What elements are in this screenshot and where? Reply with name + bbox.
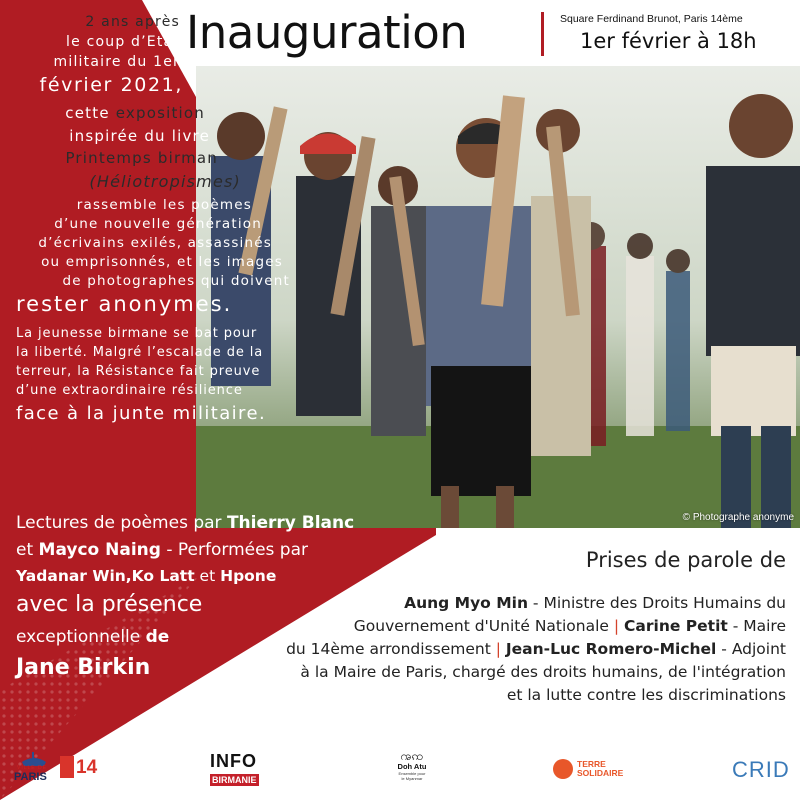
intro-line-7 (0, 149, 218, 167)
paris14-text: 14 (76, 757, 98, 778)
intro-line-6: inspirée du livre (69, 127, 210, 145)
intro-line-4: février 2021, (39, 74, 183, 96)
reader-thierry: Thierry Blanc (226, 513, 355, 533)
readings-exceptional: exceptionnelle (16, 627, 146, 647)
doh-atu-logo (392, 750, 432, 790)
speaker-aung-role-2: Gouvernement d'Unité Nationale (353, 617, 614, 635)
readings-de: de (145, 627, 170, 647)
separator: | (613, 617, 620, 635)
intro-highlight-exposition: exposition (115, 104, 205, 122)
intro-line-3: militaire du 1er (53, 54, 180, 70)
terre-text: TERRE (577, 759, 606, 769)
info-birmanie-logo (210, 752, 270, 788)
intro-line-5 (0, 104, 205, 122)
performers: Yadanar Win,Ko Latt (16, 567, 195, 585)
speakers-heading: Prises de parole de (585, 548, 786, 572)
terre-solidaire-circle-icon (553, 759, 573, 779)
readings-line-3 (16, 567, 276, 585)
speaker-aung-role: - Ministre des Droits Humains du (528, 594, 786, 612)
readings-line-5 (16, 627, 169, 647)
intro-line-19: face à la junte militaire. (16, 403, 267, 424)
speaker-jean-luc-role: - Adjoint (716, 640, 786, 658)
readings-text: Lectures de poèmes par (16, 513, 227, 533)
intro-line-15: La jeunesse birmane se bat pour (16, 326, 258, 341)
page-title: Inauguration (186, 6, 468, 59)
birmanie-text: BIRMANIE (212, 775, 257, 785)
crid-logo: CRID (732, 757, 790, 782)
intro-line-13: de photographes qui doivent (62, 273, 290, 289)
intro-line-14: rester anonymes. (16, 292, 233, 316)
event-date: 1er février à 18h (580, 29, 757, 53)
paris-logo (14, 750, 54, 786)
speaker-line-1 (404, 594, 786, 612)
readings-and-2: et (194, 567, 221, 585)
readings-line-1 (16, 513, 354, 533)
protest-photo (196, 66, 800, 528)
readings-line-4: avec la présence (16, 592, 203, 617)
paris-logo-text: PARIS (14, 771, 47, 783)
doh-atu-glyph-icon: ꩠꩡ (400, 749, 424, 763)
intro-line-2: le coup d’Etat (66, 34, 180, 50)
speaker-aung: Aung Myo Min (404, 594, 528, 612)
doh-atu-sub-1: Ensemble pour (398, 771, 426, 776)
intro-line-18: d’une extraordinaire résilience (16, 383, 243, 398)
separator-2: | (495, 640, 501, 658)
terre-solidaire-logo (553, 757, 633, 783)
event-venue: Square Ferdinand Brunot, Paris 14ème (560, 13, 743, 25)
intro-line-5-text: cette (65, 104, 116, 122)
doh-atu-text: Doh Atu (397, 762, 427, 771)
speaker-jean-luc: Jean-Luc Romero-Michel (505, 640, 717, 658)
intro-highlight-publisher: (Héliotropismes) (89, 172, 241, 191)
intro-line-10: d’une nouvelle génération (54, 216, 262, 232)
intro-highlight-ans: 2 ans après (85, 14, 180, 30)
header-divider (541, 12, 544, 56)
speaker-line-5: et la lutte contre les discriminations (506, 686, 786, 704)
intro-highlight-book: Printemps birman (65, 149, 218, 167)
intro-line-1 (0, 14, 180, 30)
photo-credit-text: Photographe anonyme (692, 512, 794, 523)
intro-line-8 (0, 172, 241, 191)
speaker-line-4: à la Maire de Paris, chargé des droits humains, de l'intégration (300, 663, 786, 681)
doh-atu-sub-2: le Myanmar (401, 776, 423, 781)
intro-line-17: terreur, la Résistance fait preuve (16, 364, 261, 379)
intro-line-12: ou emprisonnés, et les images (41, 254, 283, 270)
speaker-line-3 (286, 640, 786, 658)
readings-line-2 (16, 540, 308, 560)
photo-illustration (196, 66, 800, 528)
intro-line-16: la liberté. Malgré l’escalade de la (16, 345, 264, 360)
paris14-red-block (60, 756, 74, 778)
solidaire-text: SOLIDAIRE (577, 768, 624, 778)
reader-mayco: Mayco Naing (38, 540, 161, 560)
intro-line-9: rassemble les poèmes (76, 197, 252, 213)
readings-and: et (16, 540, 39, 560)
speaker-line-2 (354, 617, 786, 635)
speaker-carine: Carine Petit (624, 617, 728, 635)
paris14-logo (60, 756, 100, 782)
photo-credit: © Photographe anonyme (682, 512, 794, 523)
intro-line-11: d’écrivains exilés, assassinés (38, 235, 272, 251)
speaker-carine-role: - Maire (727, 617, 786, 635)
guest-jane-birkin: Jane Birkin (16, 655, 151, 680)
performer-hpone: Hpone (220, 567, 277, 585)
paris-logo-small: VILLE DE (17, 765, 47, 771)
info-text: INFO (210, 751, 257, 771)
speaker-carine-role-2: du 14ème arrondissement (286, 640, 496, 658)
readings-performed: - Performées par (160, 540, 309, 560)
